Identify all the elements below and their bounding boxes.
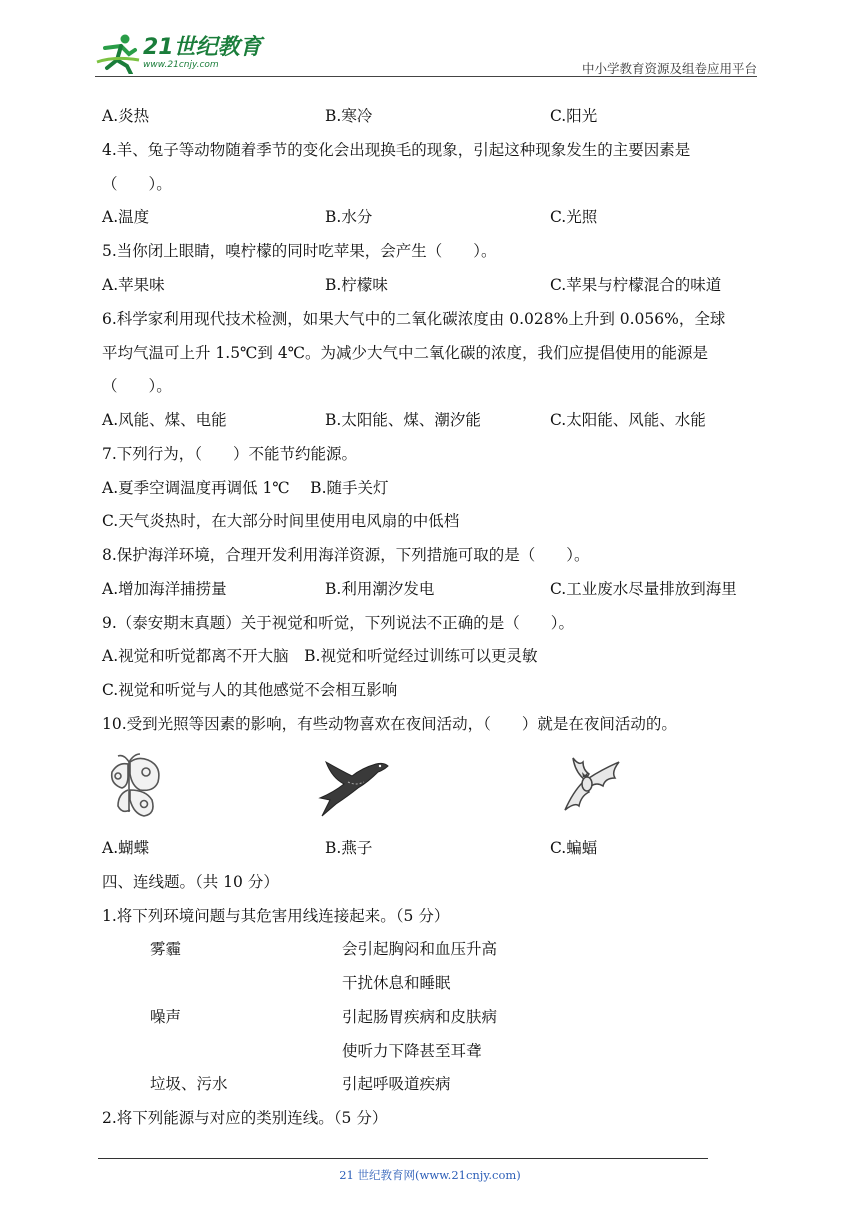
match-right-item: 会引起胸闷和血压升高 [342, 940, 498, 958]
q4-option-b: B.水分 [325, 208, 373, 226]
q4-option-a: A.温度 [102, 208, 150, 226]
q5-option-a: A.苹果味 [102, 276, 165, 294]
match-left-item: 垃圾、污水 [150, 1075, 228, 1093]
match-right-item: 使听力下降甚至耳聋 [342, 1042, 482, 1060]
q3-option-a: A.炎热 [102, 107, 150, 125]
q10-stem: 10.受到光照等因素的影响，有些动物喜欢在夜间活动，（ ）就是在夜间活动的。 [102, 715, 677, 733]
q10-option-b: B.燕子 [325, 839, 373, 857]
footer-text: 21 世纪教育网(www.21cnjy.com) [339, 1168, 521, 1182]
q8-option-c: C.工业废水尽量排放到海里 [550, 580, 737, 598]
page-header [95, 30, 757, 78]
q4-option-c: C.光照 [550, 208, 598, 226]
swallow-image [318, 752, 392, 818]
match-left-item: 噪声 [150, 1008, 182, 1026]
q9-stem: 9.（泰安期末真题）关于视觉和听觉，下列说法不正确的是（ ）。 [102, 614, 575, 632]
q10-option-c: C.蝙蝠 [550, 839, 598, 857]
q7-option-c: C.天气炎热时，在大部分时间里使用电风扇的中低档 [102, 512, 460, 530]
match-right-item: 引起呼吸道疾病 [342, 1075, 451, 1093]
q6-stem-line1: 6.科学家利用现代技术检测，如果大气中的二氧化碳浓度由 0.028%上升到 0.056%，全球 [102, 310, 726, 328]
q6-option-b: B.太阳能、煤、潮汐能 [325, 411, 481, 429]
q8-option-b: B.利用潮汐发电 [325, 580, 435, 598]
header-divider [95, 76, 757, 77]
q7-option-ab: A.夏季空调温度再调低 1℃ B.随手关灯 [102, 479, 389, 497]
bat-image [555, 752, 625, 814]
q6-stem-line3: （ ）。 [102, 377, 172, 395]
q9-option-c: C.视觉和听觉与人的其他感觉不会相互影响 [102, 681, 398, 699]
q5-option-c: C.苹果与柠檬混合的味道 [550, 276, 722, 294]
site-logo [95, 32, 262, 74]
q8-option-a: A.增加海洋捕捞量 [102, 580, 227, 598]
q9-option-ab: A.视觉和听觉都离不开大脑 B.视觉和听觉经过训练可以更灵敏 [102, 647, 538, 665]
q5-stem: 5.当你闭上眼睛，嗅柠檬的同时吃苹果，会产生（ ）。 [102, 242, 497, 260]
q4-stem-line1: 4.羊、兔子等动物随着季节的变化会出现换毛的现象，引起这种现象发生的主要因素是 [102, 141, 691, 159]
butterfly-image [100, 752, 166, 822]
runner-logo-icon [95, 32, 141, 74]
section4-title: 四、连线题。（共 10 分） [102, 873, 279, 891]
q6-stem-line2: 平均气温可上升 1.5℃到 4℃。为减少大气中二氧化碳的浓度，我们应提倡使用的能源是 [102, 344, 709, 362]
logo-url: www.21cnjy.com [143, 59, 219, 70]
q3-option-c: C.阳光 [550, 107, 598, 125]
q10-option-a: A.蝴蝶 [102, 839, 150, 857]
footer-divider [98, 1158, 708, 1159]
q6-option-c: C.太阳能、风能、水能 [550, 411, 706, 429]
q8-stem: 8.保护海洋环境，合理开发利用海洋资源，下列措施可取的是（ ）。 [102, 546, 590, 564]
q5-option-b: B.柠檬味 [325, 276, 388, 294]
match-right-item: 引起肠胃疾病和皮肤病 [342, 1008, 498, 1026]
q7-stem: 7.下列行为，（ ）不能节约能源。 [102, 445, 358, 463]
logo-title: 21世纪教育 [143, 34, 262, 60]
match-left-item: 雾霾 [150, 940, 182, 958]
q3-option-b: B.寒冷 [325, 107, 373, 125]
q4-stem-line2: （ ）。 [102, 175, 172, 193]
section4-q1-stem: 1.将下列环境问题与其危害用线连接起来。（5 分） [102, 907, 450, 925]
match-right-item: 干扰休息和睡眠 [342, 974, 451, 992]
header-platform-text: 中小学教育资源及组卷应用平台 [581, 61, 757, 76]
q6-option-a: A.风能、煤、电能 [102, 411, 227, 429]
section4-q2-stem: 2.将下列能源与对应的类别连线。（5 分） [102, 1109, 388, 1127]
